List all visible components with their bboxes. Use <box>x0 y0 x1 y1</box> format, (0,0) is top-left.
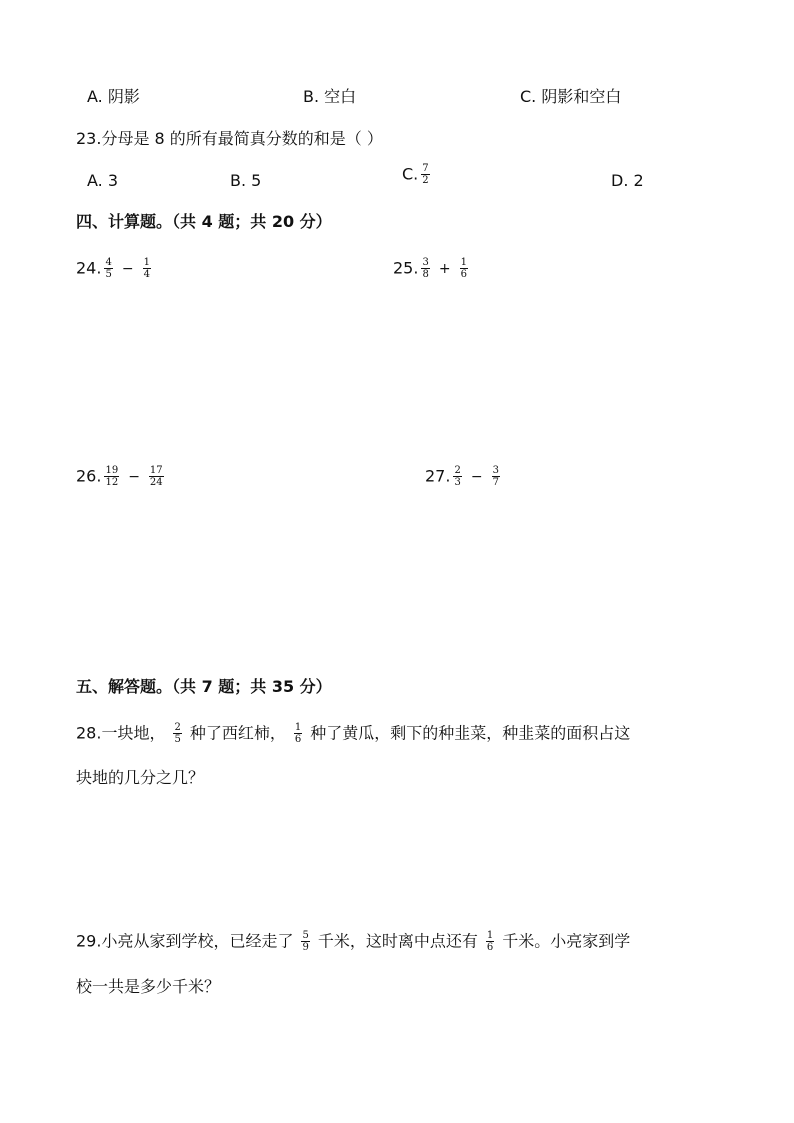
fraction: $\frac{4}{5}$ <box>105 257 112 280</box>
problem-27: 27. $\frac{2}{3}$ − $\frac{3}{7}$ <box>425 465 499 488</box>
problem-24: 24. $\frac{4}{5}$ − $\frac{1}{4}$ <box>76 257 150 280</box>
q22-option-c: C. 阴影和空白 <box>520 87 622 106</box>
section-5-title: 五、解答题。（共 7 题；共 35 分） <box>76 677 332 696</box>
question-29-line-1: 29.小亮从家到学校，已经走了 $\frac{5}{9}$ 千米，这时离中点还有 $\frac{1}{6}$ 千米。小亮家到学 <box>76 930 631 953</box>
q23-option-d: D. 2 <box>611 171 644 190</box>
q22-option-a: A. 阴影 <box>87 87 140 106</box>
section-4-title: 四、计算题。（共 4 题；共 20 分） <box>76 212 332 231</box>
fraction: $\frac{2}{5}$ <box>174 722 181 745</box>
question-28-line-2: 块地的几分之几？ <box>76 768 205 787</box>
fraction: $\frac{5}{9}$ <box>302 930 309 953</box>
q23-option-c <box>402 163 433 186</box>
fraction: $\frac{1}{6}$ <box>486 930 494 953</box>
fraction: $\frac{1}{4}$ <box>143 257 150 280</box>
question-29-line-2: 校一共是多少千米？ <box>76 977 221 996</box>
q23-option-b: B. 5 <box>230 171 262 190</box>
q22-option-b: B. 空白 <box>303 87 357 106</box>
fraction: $\frac{17}{24}$ <box>149 465 163 488</box>
question-28-line-1: 28.一块地， $\frac{2}{5}$ 种了西红柿， $\frac{1}{6}$ 种了黄瓜，剩下的种韭菜，种韭菜的面积占这 <box>76 722 631 745</box>
fraction: $\frac{19}{12}$ <box>105 465 119 488</box>
fraction: $\frac{7}{2}$ <box>422 163 429 186</box>
q23-option-c-prefix: C. <box>402 164 419 184</box>
problem-25: 25. $\frac{3}{8}$ + $\frac{1}{6}$ <box>393 257 467 280</box>
fraction: $\frac{2}{3}$ <box>454 465 461 488</box>
fraction: $\frac{1}{6}$ <box>294 722 302 745</box>
fraction: $\frac{3}{8}$ <box>422 257 429 280</box>
fraction: $\frac{1}{6}$ <box>460 257 467 280</box>
fraction: $\frac{3}{7}$ <box>492 465 499 488</box>
q23-option-a: A. 3 <box>87 171 119 190</box>
problem-26: 26. $\frac{19}{12}$ − $\frac{17}{24}$ <box>76 465 163 488</box>
q23-question: 23.分母是 8 的所有最简真分数的和是（ ） <box>76 129 383 148</box>
